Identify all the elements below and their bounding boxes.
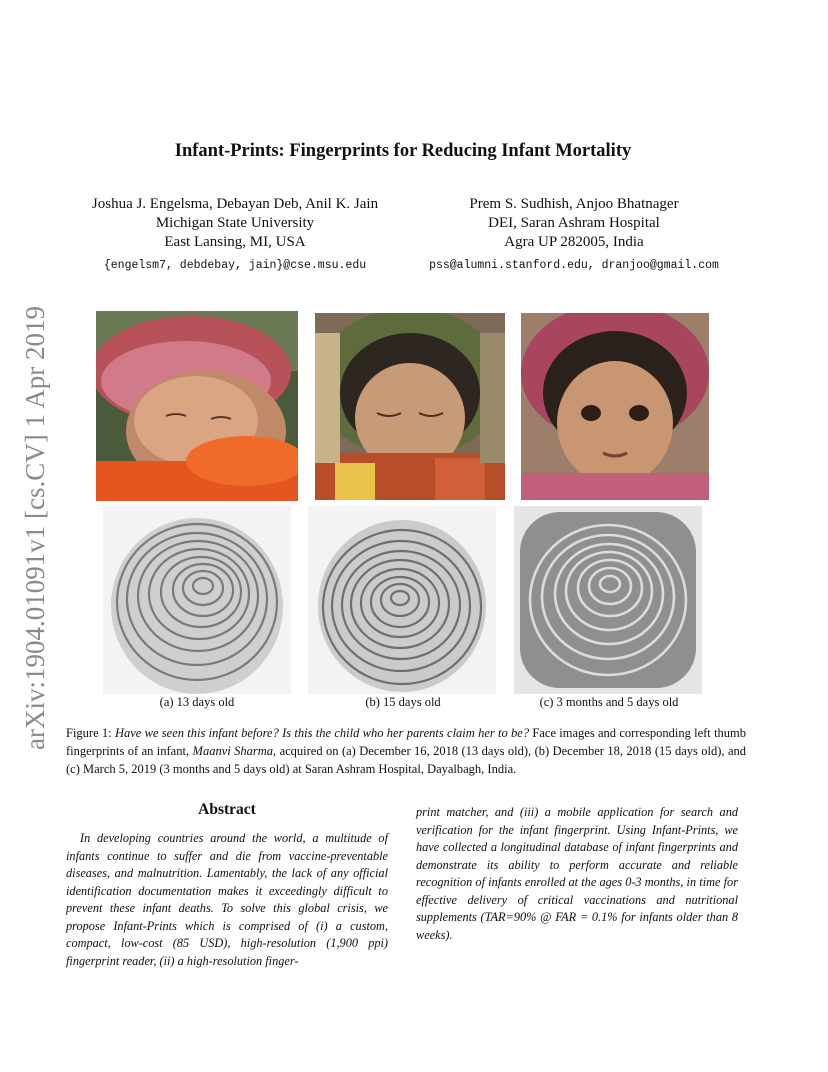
figure-caption-question: Have we seen this infant before? Is this the child who her parents claim her to be? (114, 726, 530, 740)
subcaption-c: (c) 3 months and 5 days old (539, 695, 679, 709)
abstract-body-right: print matcher, and (iii) a mobile application for search and verification for the infant fingerprint. Using Infant-Prints, we have collected a longitudinal database of infant fingerprints and demonstrate its ability to perform accurate and reliable recognition of infants enrolled at the ages 0-3 months, in time for effective delivery of critical vaccinations and nutritional supplements (TAR=90% @ FAR = 0.1% for infants older than 8 weeks). (416, 805, 738, 942)
author-email: pss@alumni.stanford.edu, dranjoo@gmail.com (429, 259, 719, 272)
author-names: Prem S. Sudhish, Anjoo Bhatnager (469, 196, 679, 212)
author-block-right (400, 195, 748, 275)
subcaption-a: (a) 13 days old (159, 695, 235, 709)
paper-title: Infant-Prints: Fingerprints for Reducing Infant Mortality (174, 141, 632, 161)
figure-caption-label: Figure 1: (66, 726, 112, 740)
author-block-left (60, 195, 410, 275)
fingerprint-image-a (103, 506, 291, 694)
abstract-heading: Abstract (198, 801, 256, 818)
author-email: {engelsm7, debdebay, jain}@cse.msu.edu (103, 259, 367, 272)
abstract-body-left: In developing countries around the world, a multitude of infants continue to suffer and die from vaccine-preventable diseases, and malnutrition. Lamentably, the lack of any official identification documentation makes it exceedingly difficult to prevent these infant deaths. To solve this global crisis, we propose Infant-Prints which is comprised of (i) a custom, compact, low-cost (85 USD), high-resolution (1,900 ppi) fingerprint reader, (ii) a high-resolution finger- (66, 831, 388, 968)
fingerprint-image-b (308, 506, 496, 694)
figure-caption-infant-name: Maanvi Sharma (192, 744, 274, 758)
figure-caption-text: Face images and corresponding left thumb fingerprints of an infant, (66, 726, 747, 758)
author-affiliation: Michigan State University (155, 215, 315, 231)
subcaption-b: (b) 15 days old (365, 695, 441, 709)
figure-caption-text-end: , acquired on (a) December 16, 2018 (13 days old), (b) December 18, 2018 (15 days old), and (c) March 5, 2019 (3 months and 5 days old) at Saran Ashram Hospital, Dayalbagh, India. (66, 744, 747, 776)
infant-photo-a (96, 311, 298, 501)
fingerprint-image-c (514, 506, 702, 694)
author-names: Joshua J. Engelsma, Debayan Deb, Anil K. Jain (91, 196, 379, 212)
figure-caption (66, 724, 746, 778)
arxiv-stamp-text: arXiv:1904.01091v1 [cs.CV] 1 Apr 2019 (20, 306, 50, 750)
author-affiliation: DEI, Saran Ashram Hospital (488, 215, 660, 231)
infant-photo-c (521, 313, 709, 500)
author-location: Agra UP 282005, India (504, 234, 644, 250)
author-location: East Lansing, MI, USA (164, 234, 306, 250)
infant-photo-b (315, 313, 505, 500)
